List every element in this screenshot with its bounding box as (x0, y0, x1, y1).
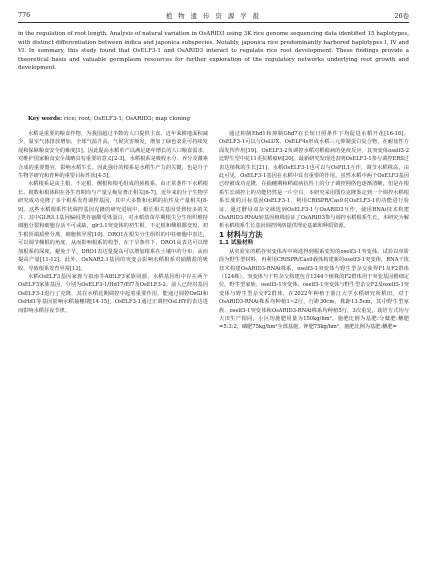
body-paragraph: 水稻根系是由主根、不定根、侧根和根毛组成的须根系，由正常条件下水稻根长、根数和根体积在各生育期均与产量呈极显著正相关[6-7]。近年来的分子生物学研究成功克隆了多个根系发育调控基因，其中大多数和水稻的抗性及产量相关[8-9]。这些水稻根系性状调控基因克隆的研究进展中，根长相关基因受到较多的关注，其中GLR3.1基因编码类谷氨酸受体蛋白，对水稻幼苗早期根尖分生组织维持细胞分裂和细胞存活不可或缺，glr3.1突变体的初生根、不定根和侧根都变短，初生根顶端质壁分离，细胞核异常[10]。DRO1在根尖分生组织的中柱细胞中表达，可以调节侧根的角度，从而影响根系的构型，在干旱条件下，DRO1高表达可以增加根系的深度，避免干旱，DRO1表达量提高可以增加根系在土壤中的分布，从而提高产量[11-12]。此外，OsNAR2.1基因的突变会影响水稻根系对硝酸盐的吸收，导致根系发育异常[13]。 (18, 181, 208, 272)
keywords-line (28, 115, 409, 123)
abstract-text: in the regulation of root length. Analysis of natural variation in OsARID3 using 3K rice genome sequencing data identified 15 haplotypes, with distinct differentiation between indica and japonica subspecies. Notably, japonica rice predominantly harbored haplotypes I, IV and VI. In summary, this study found that OsELF3-1 and OsARID3 interact to regulate rice root development. These findings provide a theoretical basis and valuable germplasm resources for further exploration of the regulatory networks underlying root growth and development. (18, 31, 409, 72)
body-paragraph: 水稻是重要的粮食作物，为我国超过半数的人口提供主食。近年来耕地面积减少，温室气体排放增加，全球气温升高，气候灾害频发，增加了绿色农业可持续发展和保障粮食安全的难度[1]。因此提高水稻单产以满足逐年增长的人口粮食需求，对维护国家粮食安全战略具有重要的意义[2-3]。水稻根系是吸收水分、养分及激素合成的重要器官，影响水稻生长。因此强壮的根系是水稻生产力的关键，也是分子生物学研究和育种的重要目标性状[4-5]。 (18, 131, 208, 180)
subsection-heading: 1.1 试验材料 (219, 240, 254, 247)
section-heading: 1 材料与方法 (219, 229, 263, 239)
running-header (18, 10, 409, 23)
keywords-text: rice; root; OsELF3-1; OsARID3; map cloning (63, 116, 191, 122)
right-column (219, 130, 409, 332)
page-number: 776 (18, 11, 31, 19)
volume-label: 26卷 (394, 12, 409, 20)
journal-title: 植 物 遗 传 资 源 学 报 (165, 12, 262, 20)
keywords-label: Key words: (28, 116, 63, 122)
body-paragraph: 通过抑制Ehd1和抑制Ghd7在长短日照条件下均促进水稻开花[16-18]。OsELF3-1可以与OsLUX、OsELF4s形成水稻三元抑制蛋白复合物，在耐盐性方面发挥作用[19]。OsELF3-2负调控水稻对稻瘟病的免疫反应，其突变体oself3-2比野生型中花11更抗稻瘟病[20]。最新研究发现还表明OsELF3-1参与调控ERS过表达植株的生长[21]，水稻OsELF3-1也可以与OsPIL1互作，调节水稻株高，由此可见，OsELF3-1基因在水稻中具有重要的作用。虽然水稻中两个OsELF3基因已经被成功克隆，在抽穗期和稻瘟病抗性上的分子调控网络也逐渐清晰，但是在根系生长调控上的功能仍然是一片空白。本研究采用图位克隆鉴定到一个调控水稻根系长度的目标基因OsELF3-1，利用CRISPR/Cas9对OsELF3-1的功能进行验证，通过酵母双杂交筛选到OsELF3-1与OsARID3互作，使用RNAi技术构建OsARID3-RNAi转基因植株验证了OsARID3参与调控水稻根系生长，本研究为解析水稻根系生长基因调控网络提供理论基础和种质资源。 (219, 131, 409, 230)
left-column (18, 130, 208, 315)
body-paragraph: 从实验室的稻谷突变体库中筛选得到根系变短的oself3-1突变体。试验以单阶段为野生型材料，再利用CRISPR/Cas9载体构建新的oself3-1突变体，RNA干扰技术构建OsARID3-RNAi株系，oself3-1突变体与野生型杂交获得F1及F2群体（124株），突变体与干粒杂交构建包含1344个植株的F2群体用于突变基因精细定位。野生型家族、oself3-1突变体、oself3-1突变体与野生型杂交F2及oself3-1突变体与野生型杂交F2群体，在2022年种植于浙江大学水稻研究所稻田。对于OsARID3-RNAi株系均种植1~2行，行距30cm，株距13.5cm，其中野生型家族、oself3-1突变体和OsARID3-RNAi株系均种植5行，3次重复，栽培方式均与大田生产相同，小区均施肥用量为150kg/hm²，施肥比例为基肥:分蘖肥:穗肥=5:3:2，磷肥75kg/hm²全部基施，钾肥75kg/hm²，施肥比例为基肥:穗肥= (219, 248, 409, 331)
body-paragraph: 水稻OsELF3基因家族与拟南芥AtELF3家族同源，水稻基因组中存在两个OsELF3家族基因，分别为OsELF3-1/Hd17/Ef7及OsELF3-2。前人已经对基因OsELF3-1进行了克隆，其在水稻花期调控中起着重要作用，能通过调控OsGI和OsHd1等基因影响水稻抽穗期[14-15]，OsELF3-1通过正调控OsLHY的表达进而影响水稻昼夜节律。 (18, 273, 208, 314)
